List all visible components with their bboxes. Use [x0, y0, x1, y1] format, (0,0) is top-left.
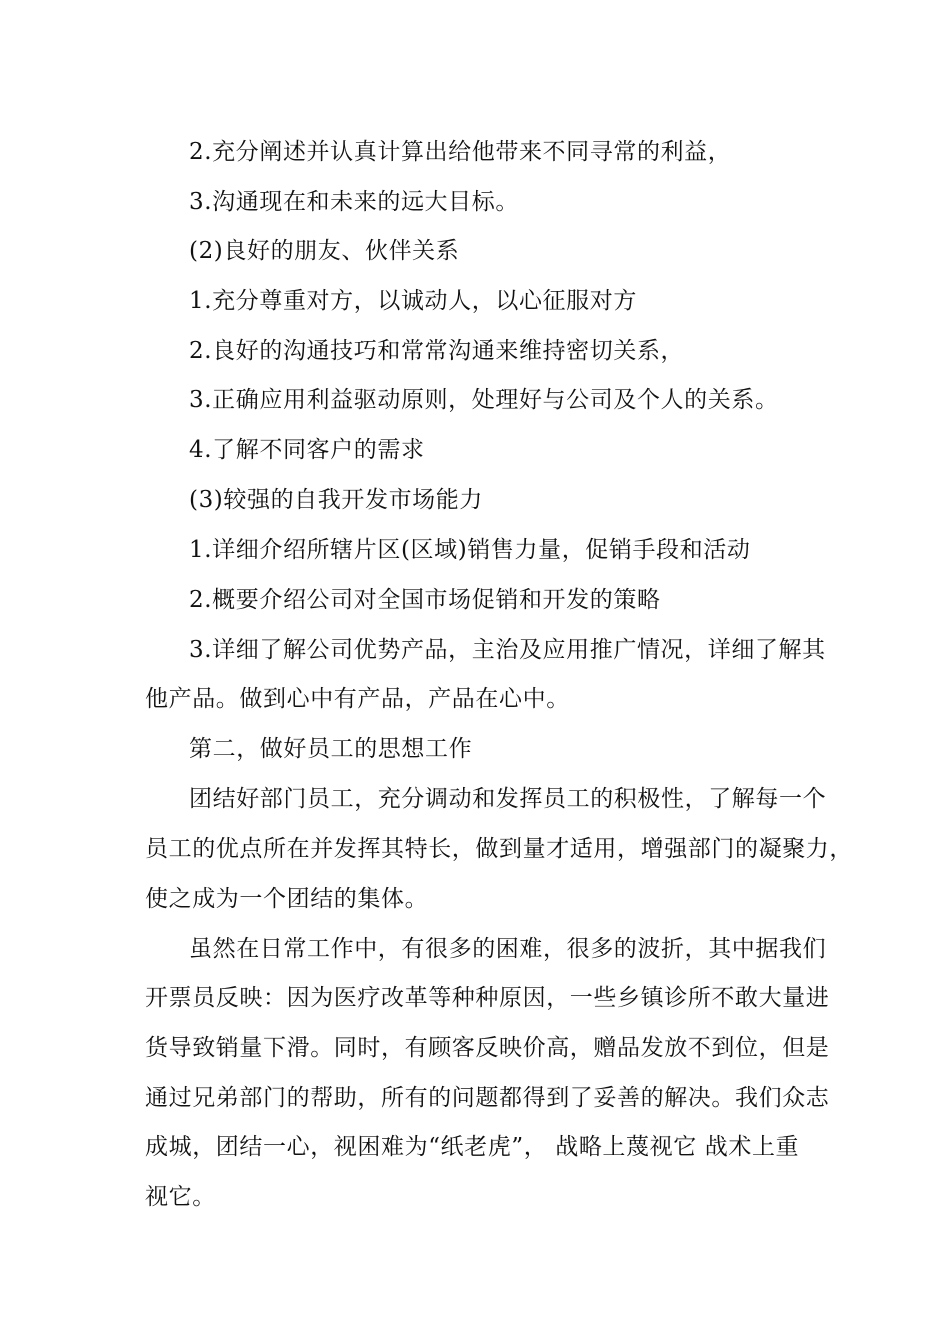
section-heading: 第二，做好员工的思想工作: [189, 736, 473, 762]
text-line: 3.正确应用利益驱动原则，处理好与公司及个人的关系。: [189, 387, 779, 413]
paragraph-line: 货导致销量下滑。同时，有顾客反映价高，赠品发放不到位，但是: [145, 1035, 830, 1061]
paragraph-line: 开票员反映：因为医疗改革等种种原因，一些乡镇诊所不敢大量进: [145, 985, 830, 1011]
paragraph-line: 成城，团结一心，视困难为“纸老虎”， 战略上蔑视它 战术上重: [145, 1134, 800, 1160]
text-line: 2.充分阐述并认真计算出给他带来不同寻常的利益，: [189, 139, 732, 165]
paragraph-line: 虽然在日常工作中，有很多的困难，很多的波折，其中据我们: [189, 936, 827, 962]
paragraph-line: 使之成为一个团结的集体。: [145, 886, 429, 912]
paragraph-line: 员工的优点所在并发挥其特长，做到量才适用，增强部门的凝聚力，: [145, 836, 853, 862]
section-heading: (3)较强的自我开发市场能力: [189, 487, 483, 513]
text-line: 2.概要介绍公司对全国市场促销和开发的策略: [189, 587, 661, 613]
text-line: 1.详细介绍所辖片区(区域)销售力量，促销手段和活动: [189, 537, 751, 563]
paragraph-line: 团结好部门员工，充分调动和发挥员工的积极性，了解每一个: [189, 786, 827, 812]
text-line: 1.充分尊重对方，以诚动人，以心征服对方: [189, 288, 637, 314]
section-heading: (2)良好的朋友、伙伴关系: [189, 238, 460, 264]
text-line: 他产品。做到心中有产品，产品在心中。: [145, 686, 570, 712]
text-line: 3.详细了解公司优势产品，主治及应用推广情况，详细了解其: [189, 637, 826, 663]
text-line: 2.良好的沟通技巧和常常沟通来维持密切关系，: [189, 338, 685, 364]
paragraph-line: 视它。: [145, 1184, 216, 1210]
text-line: 3.沟通现在和未来的远大目标。: [189, 189, 519, 215]
paragraph-line: 通过兄弟部门的帮助，所有的问题都得到了妥善的解决。我们众志: [145, 1085, 830, 1111]
text-line: 4.了解不同客户的需求: [189, 437, 425, 463]
